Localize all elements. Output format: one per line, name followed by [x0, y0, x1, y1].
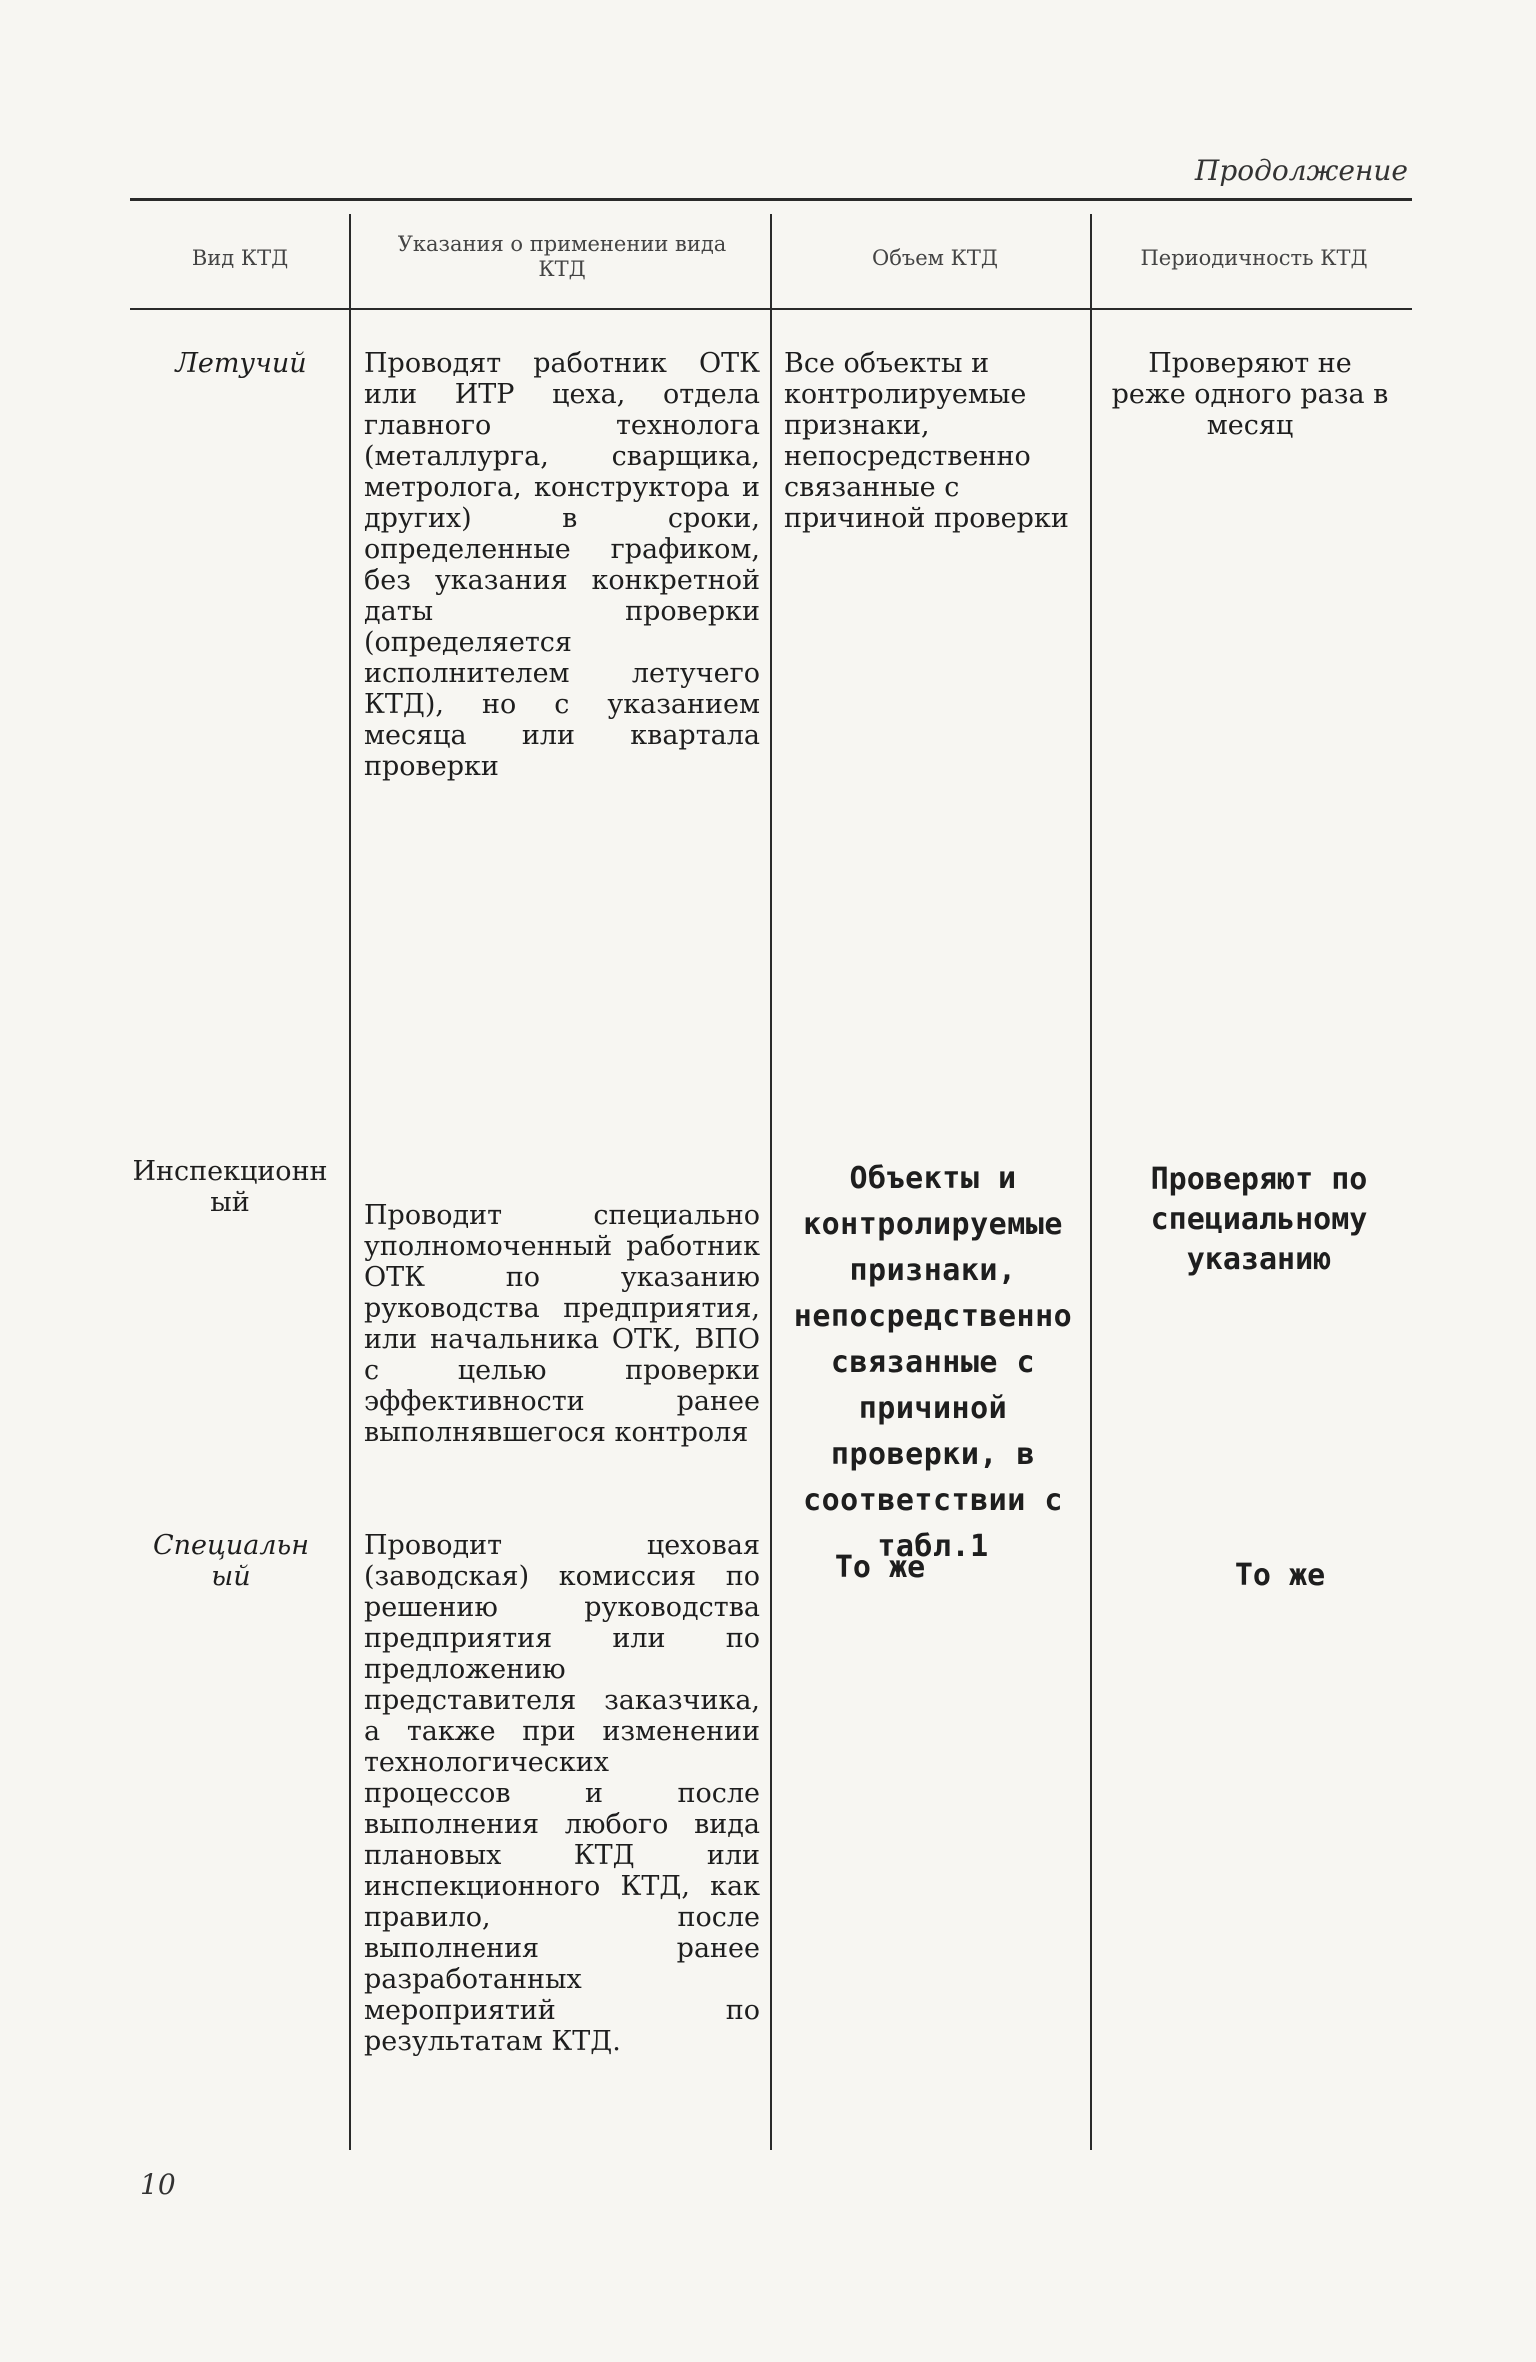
row-2-instructions: Проводит специально уполномоченный работник ОТК по указанию руководства предприятия, или начальника ОТК, ВПО с целью проверки эффективности ранее выполнявшегося контроля	[364, 1200, 760, 1448]
row-3-instructions: Проводит цеховая (заводская) комиссия по решению руководства предприятия или по предложению представителя заказчика, а также при изменении технологических процессов и после выполнения любого вида плановых КТД или инспекционного КТД, как правило, после выполнения ранее разработанных мероприятий по результатам КТД.	[364, 1530, 760, 2057]
row-1-frequency: Проверяют не реже одного раза в месяц	[1111, 348, 1389, 441]
table-top-rule	[130, 198, 1412, 201]
row-3-frequency: То же	[1234, 1558, 1326, 1593]
column-divider-2	[770, 214, 772, 2150]
column-header-instructions: Указания о применении вида КТД	[397, 232, 727, 281]
row-2-type: Инспекционный	[132, 1156, 328, 1218]
row-2-frequency: Проверяют по специальному указанию	[1150, 1162, 1368, 1277]
page-number: 10	[140, 2168, 176, 2201]
column-header-type: Вид КТД	[191, 246, 289, 270]
column-header-frequency: Периодичность КТД	[1140, 246, 1368, 270]
row-3-scope: То же	[834, 1550, 926, 1585]
column-divider-3	[1090, 214, 1092, 2150]
row-1-instructions: Проводят работник ОТК или ИТР цеха, отдела главного технолога (металлурга, сварщика, метролога, конструктора и других) в сроки, определенные графиком, без указания конкретной даты проверки (определяется исполнителем летучего КТД), но с указанием месяца или квартала проверки	[364, 348, 760, 782]
continuation-label: Продолжение	[1194, 154, 1408, 187]
row-1-type: Летучий	[175, 348, 307, 379]
row-2-scope: Объекты и контролируемые признаки, непосредственно связанные с причиной проверки, в соответствии с табл.1	[793, 1161, 1073, 1564]
column-header-scope: Объем КТД	[872, 246, 998, 270]
row-3-type: Специальный	[152, 1530, 310, 1592]
row-1-scope: Все объекты и контролируемые признаки, непосредственно связанные с причиной проверки	[784, 348, 1069, 534]
column-divider-1	[349, 214, 351, 2150]
